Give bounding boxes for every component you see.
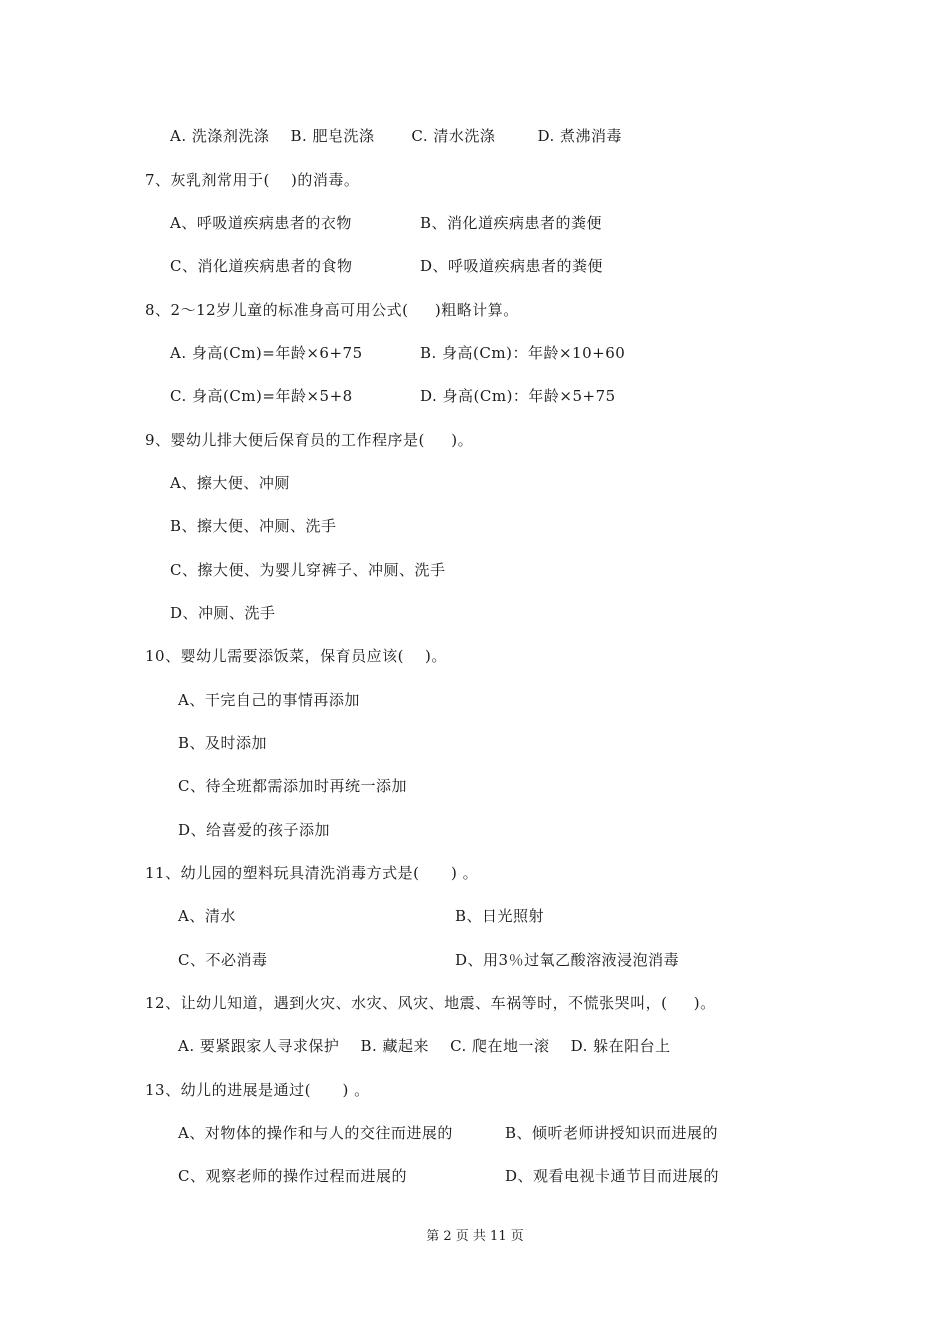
q13-question: 13、幼儿的进展是通过( ) 。 xyxy=(145,1081,370,1099)
q6-options: A. 洗涤剂洗涤 B. 肥皂洗涤 C. 清水洗涤 D. 煮沸消毒 xyxy=(170,127,623,145)
q12-question: 12、让幼儿知道，遇到火灾、水灾、风灾、地震、车祸等时，不慌张哭叫，( )。 xyxy=(145,994,716,1012)
q7-option-a: A、呼吸道疾病患者的衣物 xyxy=(170,214,352,232)
q13-option-c: C、观察老师的操作过程而进展的 xyxy=(178,1167,407,1185)
q7-question: 7、灰乳剂常用于( )的消毒。 xyxy=(145,171,360,189)
q10-option-b: B、及时添加 xyxy=(178,734,268,752)
q8-option-c: C. 身高(Cm)=年龄×5+8 xyxy=(170,387,353,405)
q11-option-a: A、清水 xyxy=(178,907,236,925)
q13-option-a: A、对物体的操作和与人的交往而进展的 xyxy=(178,1124,453,1142)
q9-option-b: B、擦大便、冲厕、洗手 xyxy=(170,517,337,535)
q9-option-d: D、冲厕、洗手 xyxy=(170,604,276,622)
q10-option-c: C、待全班都需添加时再统一添加 xyxy=(178,777,407,795)
q13-option-d: D、观看电视卡通节目而进展的 xyxy=(505,1167,720,1185)
q8-option-d: D. 身高(Cm)：年龄×5+75 xyxy=(420,387,616,405)
q11-option-b: B、日光照射 xyxy=(455,907,545,925)
q11-option-d: D、用3％过氧乙酸溶液浸泡消毒 xyxy=(455,951,680,969)
q10-option-d: D、给喜爱的孩子添加 xyxy=(178,821,331,839)
q9-option-a: A、擦大便、冲厕 xyxy=(170,474,290,492)
q7-option-c: C、消化道疾病患者的食物 xyxy=(170,257,353,275)
q13-option-b: B、倾听老师讲授知识而进展的 xyxy=(505,1124,719,1142)
q8-question: 8、2～12岁儿童的标准身高可用公式( )粗略计算。 xyxy=(145,301,519,319)
q8-option-b: B. 身高(Cm)：年龄×10+60 xyxy=(420,344,626,362)
q9-option-c: C、擦大便、为婴儿穿裤子、冲厕、洗手 xyxy=(170,561,446,579)
q7-option-d: D、呼吸道疾病患者的粪便 xyxy=(420,257,604,275)
q12-options: A. 要紧跟家人寻求保护 B. 藏起来 C. 爬在地一滚 D. 躲在阳台上 xyxy=(178,1037,671,1055)
q10-option-a: A、干完自己的事情再添加 xyxy=(178,691,360,709)
q11-option-c: C、不必消毒 xyxy=(178,951,268,969)
q11-question: 11、幼儿园的塑料玩具清洗消毒方式是( ) 。 xyxy=(145,864,479,882)
q9-question: 9、婴幼儿排大便后保育员的工作程序是( )。 xyxy=(145,431,474,449)
q10-question: 10、婴幼儿需要添饭菜，保育员应该( )。 xyxy=(145,647,447,665)
q7-option-b: B、消化道疾病患者的粪便 xyxy=(420,214,603,232)
page-number-footer: 第 2 页 共 11 页 xyxy=(426,1229,524,1244)
q8-option-a: A. 身高(Cm)=年龄×6+75 xyxy=(170,344,363,362)
